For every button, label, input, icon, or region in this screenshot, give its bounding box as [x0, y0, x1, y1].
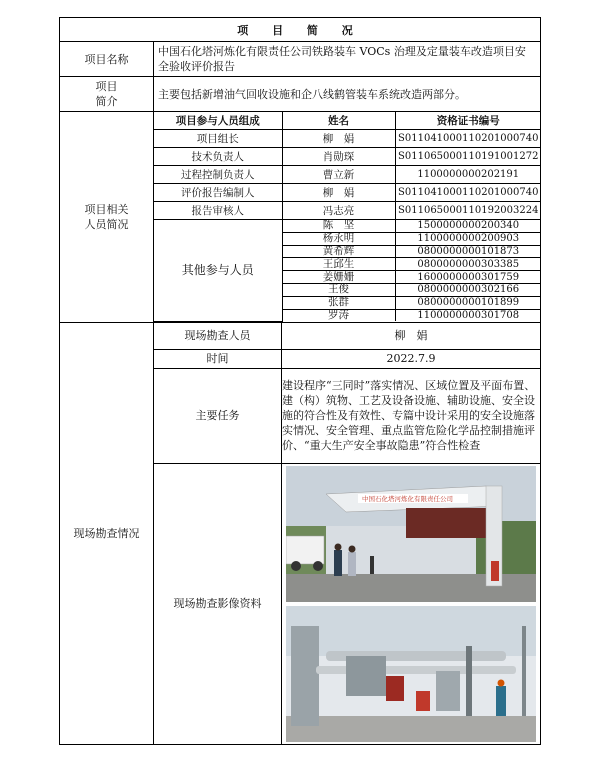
other-cert-cell: 0800000000101873 [395, 245, 541, 258]
site-images-label: 现场勘查影像资料 [154, 463, 282, 744]
gate-photo [286, 466, 536, 602]
project-intro-label [60, 77, 154, 112]
header-cert: 资格证书编号 [395, 112, 541, 130]
other-cert-cell: 0800000000302166 [395, 283, 541, 296]
other-name-cell: 王俊 [282, 283, 395, 296]
other-name-cell: 黄希辉 [282, 245, 395, 258]
other-participants-label: 其他参与人员 [154, 220, 282, 322]
role-cell: 报告审核人 [154, 202, 282, 220]
header-role: 项目参与人员组成 [154, 112, 282, 130]
other-name-cell: 张群 [282, 296, 395, 309]
name-cell: 肖勋琛 [282, 148, 395, 166]
cert-cell: S011041000110201000740 [395, 130, 541, 148]
other-cert-cell: 1100000000301708 [395, 309, 541, 321]
cert-cell: 1100000000202191 [395, 166, 541, 184]
role-cell: 评价报告编制人 [154, 184, 282, 202]
project-intro-value: 主要包括新增油气回收设施和企八线鹤管装车系统改造两部分。 [154, 77, 541, 112]
other-name-cell: 罗涛 [282, 309, 395, 321]
header-name: 姓名 [282, 112, 395, 130]
main-task-value: 建设程序“三同时”落实情况、区域位置及平面布置、建（构）筑物、工艺及设备设施、辅助设施、安全设施的符合性及有效性、专篇中设计采用的安全设施落实情况、安全管理、重点监管危险化学品控制措施评价、“重大生产安全事故隐患”符合性检查 [282, 368, 541, 463]
main-task-label: 主要任务 [154, 368, 282, 463]
cert-cell: S011041000110201000740 [395, 184, 541, 202]
project-intro-label-line1: 项目 [95, 80, 118, 93]
personnel-label-line2: 人员简况 [84, 217, 129, 231]
role-cell: 技术负责人 [154, 148, 282, 166]
name-cell: 冯志亮 [282, 202, 395, 220]
other-name-cell: 王邱生 [282, 258, 395, 271]
project-name-value: 中国石化塔河炼化有限责任公司铁路装车 VOCs 治理及定量装车改造项目安全验收评价报告 [154, 42, 541, 77]
other-name-cell: 杨永明 [282, 232, 395, 245]
site-images-cell [282, 463, 541, 744]
other-cert-cell: 1600000000301759 [395, 271, 541, 284]
site-inspector-value: 柳 娟 [282, 322, 541, 349]
other-name-cell: 陈 坚 [282, 220, 395, 233]
gate-sign-text: 中国石化塔河炼化有限责任公司 [362, 494, 453, 503]
other-cert-cell: 1500000000200340 [395, 220, 541, 233]
role-cell: 项目组长 [154, 130, 282, 148]
name-cell: 柳 娟 [282, 184, 395, 202]
cert-cell: S011065000110191001272 [395, 148, 541, 166]
personnel-cell [154, 112, 541, 323]
personnel-label [60, 112, 154, 323]
personnel-label-line1: 项目相关 [84, 202, 129, 216]
project-name-label: 项目名称 [60, 42, 154, 77]
project-intro-label-line2: 简介 [95, 95, 118, 108]
cert-cell: S011065000110192003224 [395, 202, 541, 220]
project-overview-table [59, 17, 541, 745]
facility-photo [286, 606, 536, 742]
site-inspection-label: 现场勘查情况 [60, 322, 154, 744]
role-cell: 过程控制负责人 [154, 166, 282, 184]
name-cell: 柳 娟 [282, 130, 395, 148]
other-cert-cell: 0800000000101899 [395, 296, 541, 309]
time-label: 时间 [154, 349, 282, 368]
other-name-cell: 姜姗姗 [282, 271, 395, 284]
table-title: 项 目 简 况 [60, 18, 541, 42]
name-cell: 曹立新 [282, 166, 395, 184]
time-value: 2022.7.9 [282, 349, 541, 368]
other-cert-cell: 0800000000303385 [395, 258, 541, 271]
site-inspector-label: 现场勘查人员 [154, 322, 282, 349]
personnel-table [154, 112, 541, 322]
other-cert-cell: 1100000000200903 [395, 232, 541, 245]
